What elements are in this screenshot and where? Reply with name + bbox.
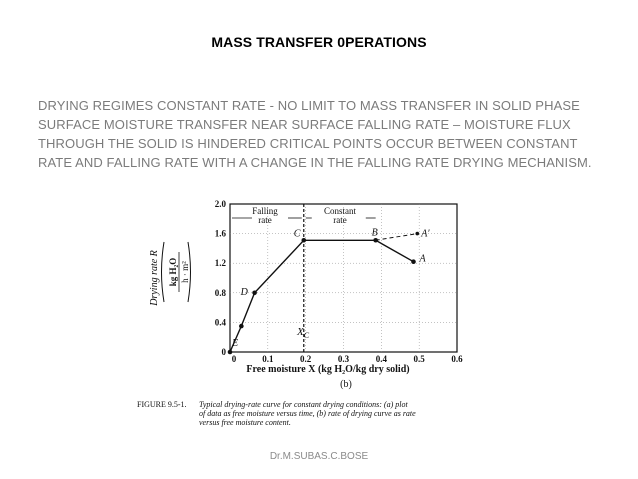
figure-caption-line-3: versus free moisture content. <box>199 418 291 427</box>
data-point <box>228 350 233 355</box>
x-tick-label: 0.5 <box>413 354 425 364</box>
slide-title: MASS TRANSFER 0PERATIONS <box>211 34 427 50</box>
series-line <box>230 240 414 352</box>
y-axis-unit-denominator: h · m² <box>180 261 190 283</box>
y-axis-title: Drying rate R <box>149 250 160 306</box>
point-label: D <box>240 286 248 298</box>
point-label: E <box>232 338 239 349</box>
x-tick-label: 0.3 <box>337 354 350 364</box>
point-label: B <box>371 227 378 239</box>
figure-caption-line-1: Typical drying-rate curve for constant drying conditions: (a) plot <box>199 400 408 409</box>
data-point <box>239 324 244 329</box>
dashed-extension-line <box>376 234 418 241</box>
plot-frame <box>230 204 457 352</box>
x-tick-label: 0.6 <box>451 354 463 364</box>
y-tick-label: 0 <box>221 347 226 357</box>
x-tick-label: 0.1 <box>262 354 274 364</box>
drying-rate-chart <box>124 190 479 430</box>
slide-paragraph: DRYING REGIMES CONSTANT RATE - NO LIMIT TO MASS TRANSFER IN SOLID PHASE SURFACE MOISTURE TRANSFER NEAR SURFACE FALLING RATE – MOISTURE FLUX THROUGH THE SOLID IS HINDERED CRITICAL POINTS OCCUR BETWEEN CONSTANT RATE AND FALLING RATE WITH A CHANGE IN THE FALLING RATE DRYING MECHANISM. <box>38 98 592 170</box>
y-tick-label: 2.0 <box>214 199 226 209</box>
drying-rate-figure <box>124 190 479 430</box>
panel-label: (b) <box>340 379 352 390</box>
y-tick-label: 1.6 <box>214 228 226 239</box>
point-label-a-prime: A′ <box>421 228 430 240</box>
x-tick-label: 0.2 <box>300 354 312 364</box>
figure-caption-line-2: of data as free moisture versus time, (b) rate of drying curve as rate <box>199 409 416 418</box>
point-label: A <box>419 253 426 265</box>
data-point <box>373 238 378 243</box>
data-point <box>411 259 416 264</box>
region-constant-label-2: rate <box>333 215 347 225</box>
point-label: C <box>293 228 301 240</box>
region-falling-label-2: rate <box>258 215 272 225</box>
y-axis-unit-numerator: kg H₂O <box>168 257 178 287</box>
data-point <box>252 291 257 296</box>
x-tick-label: 0.4 <box>375 354 387 364</box>
x-axis-title: Free moisture X (kg H₂O/kg dry solid) <box>246 364 410 375</box>
y-tick-label: 0.8 <box>214 287 226 298</box>
point-a-prime <box>415 232 419 236</box>
region-constant-label-1: Constant <box>323 206 357 216</box>
unit-paren-open <box>162 242 165 302</box>
figure-caption-label: FIGURE 9.5-1. <box>137 400 187 409</box>
x-tick-label: 0 <box>231 354 237 364</box>
critical-moisture-label: $X_C$ <box>297 326 310 340</box>
region-falling-label-1: Falling <box>252 206 278 216</box>
y-tick-label: 0.4 <box>214 317 226 328</box>
y-tick-label: 1.2 <box>214 258 226 269</box>
slide-footer: Dr.M.SUBAS.C.BOSE <box>269 451 369 462</box>
data-point <box>301 238 306 243</box>
